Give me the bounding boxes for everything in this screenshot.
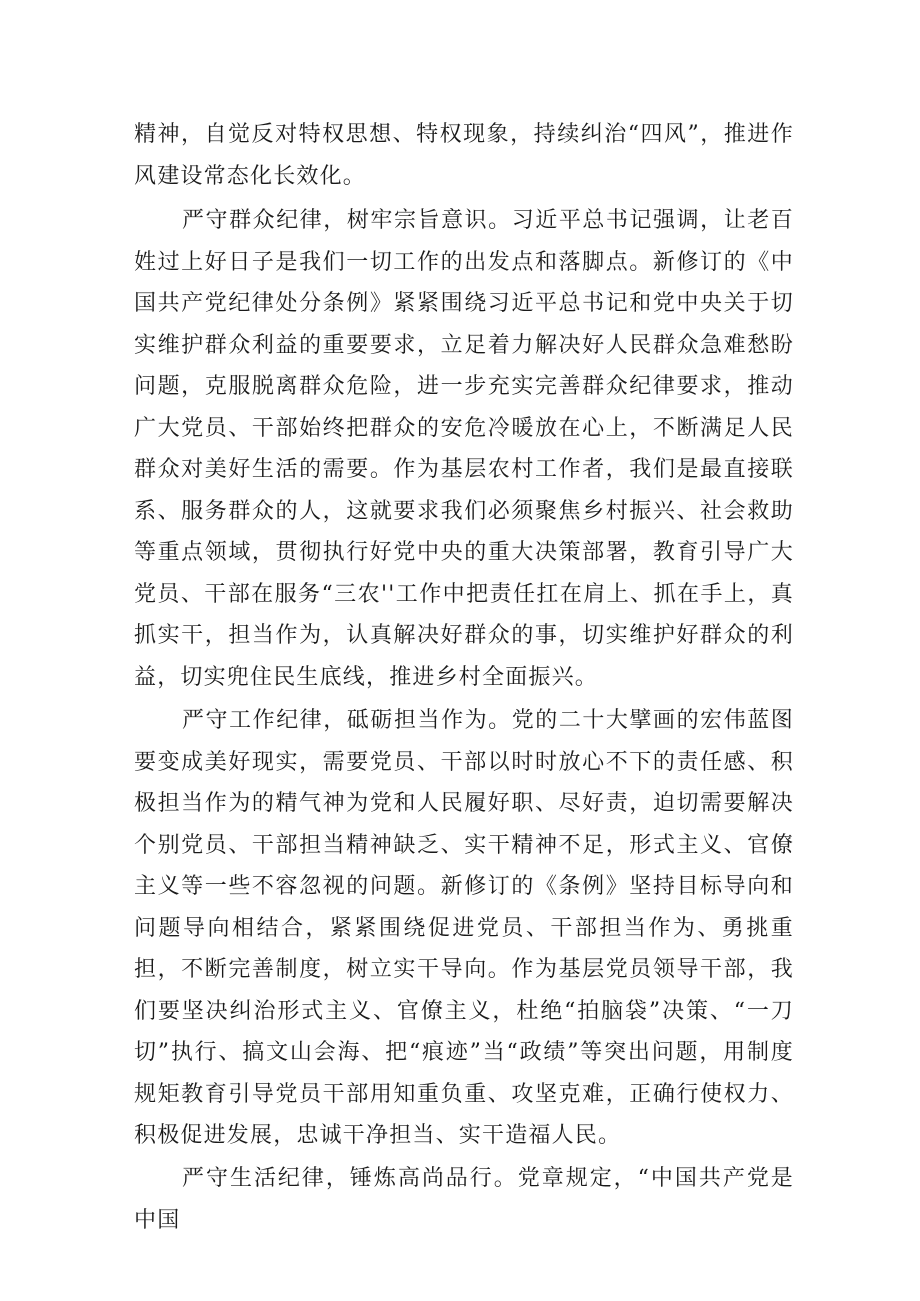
paragraph-mass-discipline <box>134 200 794 698</box>
paragraph-continuation <box>134 114 794 197</box>
paragraph-life-discipline <box>134 1158 794 1241</box>
paragraph-text: 严守群众纪律，树牢宗旨意识。习近平总书记强调，让老百姓过上好日子是我们一切工作的出发点和落脚点。新修订的《中国共产党纪律处分条例》紧紧围绕习近平总书记和党中央关于切实维护群众利益的重要要求，立足着力解决好人民群众急难愁盼问题，克服脱离群众危险，进一步充实完善群众纪律要求，推动广大党员、干部始终把群众的安危冷暖放在心上，不断满足人民群众对美好生活的需要。作为基层农村工作者，我们是最直接联系、服务群众的人，这就要求我们必须聚焦乡村振兴、社会救助等重点领域，贯彻执行好党中央的重大决策部署，教育引导广大党员、干部在服务“三农''工作中把责任扛在肩上、抓在手上，真抓实干，担当作为，认真解决好群众的事，切实维护好群众的利益，切实兜住民生底线，推进乡村全面振兴。 <box>134 208 794 690</box>
paragraph-text: 严守工作纪律，砥砺担当作为。党的二十大擘画的宏伟蓝图要变成美好现实，需要党员、干部以时时放心不下的责任感、积极担当作为的精气神为党和人民履好职、尽好责，迫切需要解决个别党员、干部担当精神缺乏、实干精神不足，形式主义、官僚主义等一些不容忽视的问题。新修订的《条例》坚持目标导向和问题导向相结合，紧紧围绕促进党员、干部担当作为、勇挑重担，不断完善制度，树立实干导向。作为基层党员领导干部，我们要坚决纠治形式主义、官僚主义，杜绝“拍脑袋”决策、“一刀切”执行、搞文山会海、把“痕迹”当“政绩”等突出问题，用制度规矩教育引导党员干部用知重负重、攻坚克难，正确行使权力、积极促进发展，忠诚干净担当、实干造福人民。 <box>134 708 794 1148</box>
paragraph-text: 精神，自觉反对特权思想、特权现象，持续纠治“四风”，推进作风建设常态化长效化。 <box>134 122 794 189</box>
paragraph-text: 严守生活纪律，锤炼高尚品行。党章规定，“中国共产党是中国 <box>134 1166 794 1233</box>
paragraph-work-discipline <box>134 700 794 1157</box>
